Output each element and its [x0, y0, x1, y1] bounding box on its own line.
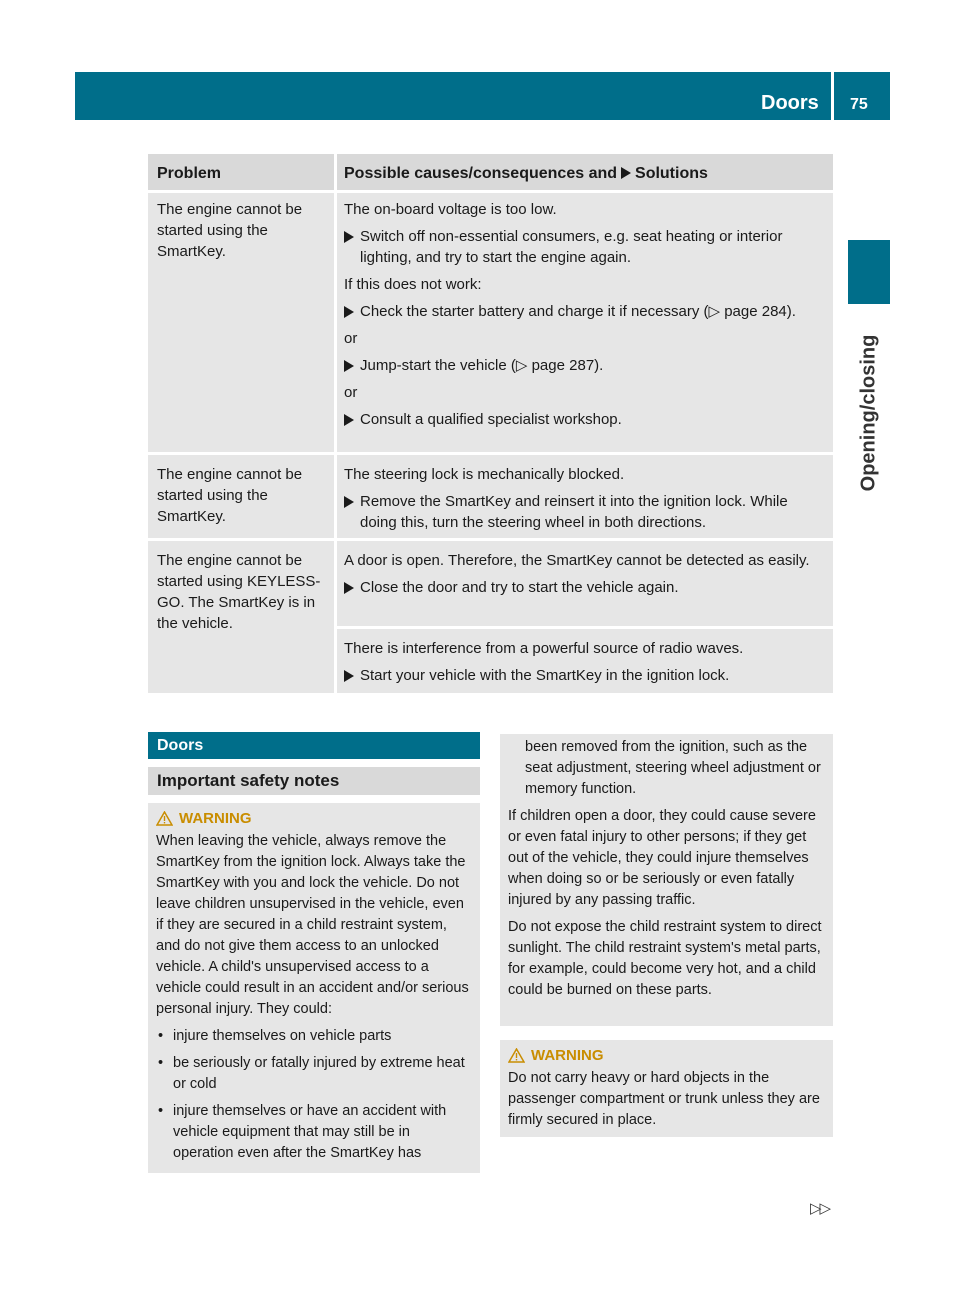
solution-step [344, 577, 828, 598]
arrow-right-icon [344, 670, 354, 682]
side-chapter-label [848, 318, 890, 508]
arrow-right-icon [344, 231, 354, 243]
page-number: 75 [850, 96, 868, 113]
step-text: Jump-start the vehicle (▷ page 287). [360, 357, 604, 374]
column-separator [334, 154, 337, 693]
arrow-right-icon [621, 167, 631, 179]
arrow-right-icon [344, 414, 354, 426]
warning-header [508, 1045, 825, 1066]
solution-step [344, 355, 828, 376]
warning-box-2 [500, 1040, 833, 1137]
warning-label: WARNING [179, 810, 252, 827]
col-header-problem: Problem [157, 165, 222, 182]
step-text: Start your vehicle with the SmartKey in the ignition lock. [360, 667, 730, 684]
warning-box-continued [500, 734, 833, 1026]
table-row-2-problem: The engine cannot be started using the SmartKey. [157, 466, 303, 525]
table-row-3-solutions-a [344, 550, 828, 598]
step-text: Consult a qualified specialist workshop. [360, 411, 622, 428]
side-chapter-text: Opening/closing [857, 334, 880, 492]
row-separator [337, 626, 833, 629]
cause-text: The steering lock is mechanically blocked. [344, 466, 625, 483]
warning-triangle-icon [156, 811, 173, 826]
table-row-1-solutions [344, 199, 828, 430]
cause-text: There is interference from a powerful source of radio waves. [344, 640, 744, 657]
arrow-right-icon [344, 582, 354, 594]
condition-text: If this does not work: [344, 276, 482, 293]
solution-step [344, 301, 828, 322]
arrow-right-icon [344, 496, 354, 508]
warning-text: Do not carry heavy or hard objects in the passenger compartment or trunk unless they are firmly secured in place. [508, 1070, 820, 1128]
warning-triangle-icon [508, 1048, 525, 1063]
solution-step [344, 409, 828, 430]
solution-step [344, 226, 828, 268]
warning-text: When leaving the vehicle, always remove the SmartKey from the ignition lock. Always take the SmartKey with you and lock the vehicle. Do not leave children unsupervised in the vehicle, even if they are secured in a child restraint system, and do not give them access to an unlocked vehicle. A child's unsupervised access to a vehicle could result in an accident and/or serious personal injury. They could: [156, 833, 469, 1017]
table-row-3-problem: The engine cannot be started using KEYLESS-GO. The SmartKey is in the vehicle. [157, 552, 321, 632]
step-text: Remove the SmartKey and reinsert it into the ignition lock. While doing this, turn the steering wheel in both directions. [360, 493, 788, 531]
cause-text: A door is open. Therefore, the SmartKey cannot be detected as easily. [344, 552, 810, 569]
solution-step [344, 665, 828, 686]
header-separator [831, 72, 834, 120]
arrow-right-icon [344, 306, 354, 318]
col-header-solutions [344, 163, 708, 184]
col-header-solutions-label: Solutions [635, 165, 708, 182]
row-separator [148, 538, 833, 541]
warning-label: WARNING [531, 1047, 604, 1064]
section-title: Doors [157, 737, 204, 754]
table-row-2-solutions [344, 464, 828, 533]
troubleshooting-table [148, 154, 833, 693]
list-item: • injure themselves or have an accident with vehicle equipment that may still be in operation even after the SmartKey has [156, 1101, 472, 1164]
or-text: or [344, 384, 358, 401]
solution-step [344, 491, 828, 533]
list-item: • be seriously or fatally injured by extreme heat or cold [156, 1053, 472, 1095]
subsection-title: Important safety notes [157, 771, 340, 790]
step-text: Switch off non-essential consumers, e.g. seat heating or interior lighting, and try to start the engine again. [360, 228, 783, 266]
col-header-solutions-text: Possible causes/consequences and [344, 165, 618, 182]
header-title: Doors [761, 92, 819, 114]
table-row-3-solutions-b [344, 638, 828, 686]
table-row-1-problem: The engine cannot be started using the SmartKey. [157, 201, 303, 260]
row-separator [148, 452, 833, 455]
warning-paragraph: If children open a door, they could cause severe or even fatal injury to other persons; if they get out of the vehicle, they could injure themselves when doing so or be seriously or even fatally injured by any passing traffic. [508, 808, 816, 908]
cause-text: The on-board voltage is too low. [344, 201, 557, 218]
side-tab-marker [848, 240, 890, 304]
arrow-right-icon [344, 360, 354, 372]
step-text: Close the door and try to start the vehicle again. [360, 579, 679, 596]
list-item: • injure themselves on vehicle parts [156, 1026, 472, 1047]
table-header [148, 154, 833, 190]
warning-paragraph: Do not expose the child restraint system to direct sunlight. The child restraint system's metal parts, for example, could become very hot, and a child could be burned on these parts. [508, 919, 822, 998]
warning-header [156, 808, 472, 829]
row-separator [148, 190, 833, 193]
continue-mark: ▷▷ [810, 1200, 830, 1217]
warning-box [148, 803, 480, 1173]
or-text: or [344, 330, 358, 347]
step-text: Check the starter battery and charge it if necessary (▷ page 284). [360, 303, 796, 320]
warning-continued-text: been removed from the ignition, such as the seat adjustment, steering wheel adjustment or memory function. [525, 739, 821, 797]
